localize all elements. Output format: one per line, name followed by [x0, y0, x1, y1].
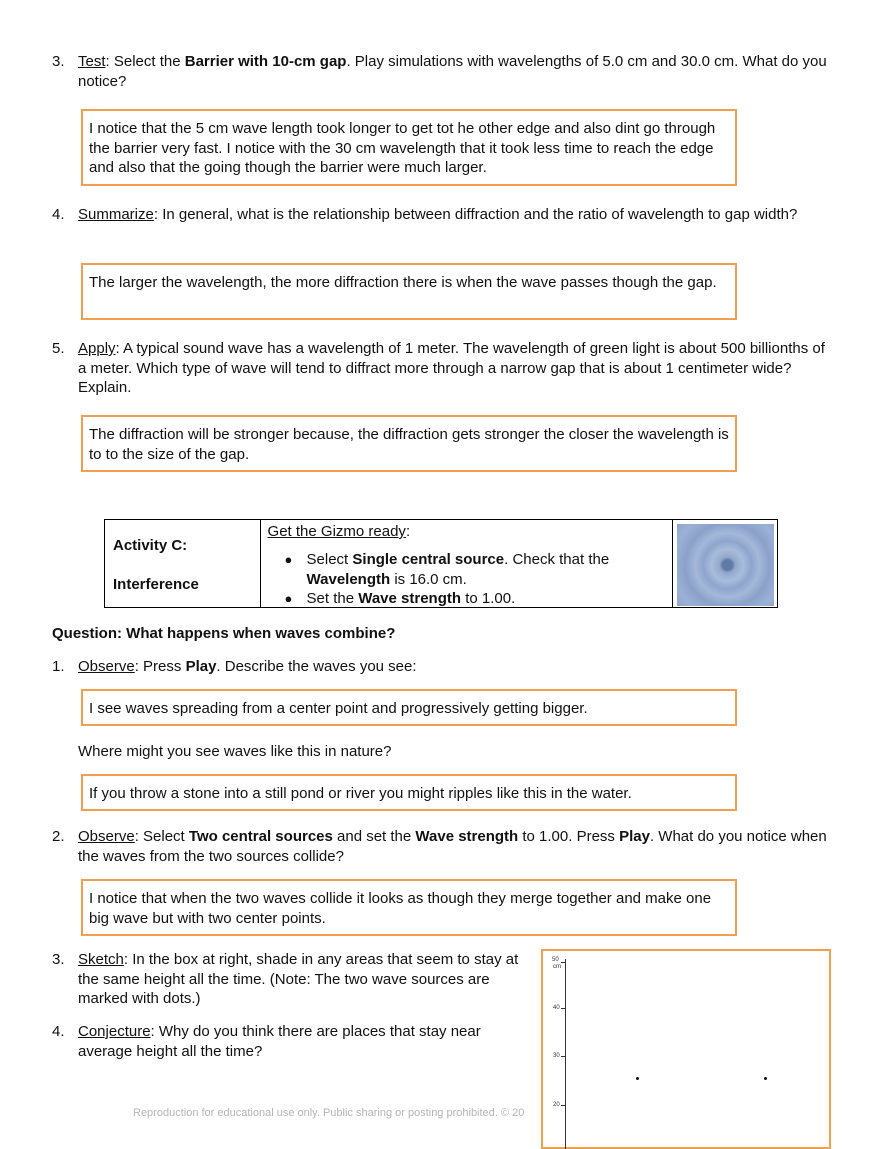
gizmo-ready-label: Get the Gizmo ready [267, 523, 406, 540]
gizmo-step-1 [285, 550, 665, 589]
answer-text: If you throw a stone into a still pond or river you might ripples like this in the water. [89, 785, 632, 802]
question-c4 [52, 1022, 532, 1062]
question-text-part: : Press [134, 658, 186, 675]
axis-tick-label: 40 [553, 1005, 560, 1011]
wave-source-dot-left [636, 1077, 639, 1080]
question-4 [52, 205, 832, 245]
activity-title: Activity C: [113, 537, 188, 554]
question-text-part: : In general, what is the relationship between diffraction and the ratio of wavelength to gap width? [153, 206, 798, 223]
answer-text: I notice that the 5 cm wave length took longer to get tot he other edge and also dint go through the barrier very fast. I notice with the 30 cm wavelength that it took less time to reach the edge and also that the going though the barrier were much larger. [89, 120, 716, 176]
step-bold-term: Single central source [352, 551, 505, 568]
question-label: Summarize [78, 206, 154, 223]
gizmo-thumbnail-cell [673, 520, 778, 608]
answer-text: I notice that when the two waves collide it looks as though they merge together and make one big wave but with two center points. [89, 890, 712, 927]
gizmo-step-2 [285, 589, 665, 609]
axis-tick-label: 20 [553, 1102, 560, 1108]
axis-tick [561, 1056, 566, 1057]
step-text-part: Set the [306, 590, 359, 607]
question-number: 2. [52, 828, 65, 845]
gizmo-ready-cell [260, 520, 673, 608]
activity-title-cell [105, 520, 261, 608]
question-number: 3. [52, 53, 65, 70]
step-text-part: to 1.00. [461, 590, 516, 607]
answer-box-q3[interactable] [81, 109, 737, 186]
answer-text: The diffraction will be stronger because, the diffraction gets stronger the closer the wavelength is to to the size of the gap. [89, 426, 729, 463]
footer-notice: Reproduction for educational use only. Public sharing or posting prohibited. © 20 [133, 1107, 525, 1119]
axis-tick [561, 1105, 566, 1106]
question-text-part: : Why do you think there are places that stay near average height all the time? [78, 1023, 481, 1060]
axis-tick-label: 30 [553, 1053, 560, 1059]
question-number: 5. [52, 340, 65, 357]
question-text [78, 827, 832, 866]
step-bold-term: Wave strength [358, 590, 462, 607]
axis-unit-label: cm [553, 964, 561, 970]
followup-prompt: Where might you see waves like this in nature? [78, 743, 392, 760]
question-5 [52, 339, 832, 399]
question-heading: Question: What happens when waves combine? [52, 625, 396, 642]
question-text [78, 1022, 532, 1061]
question-label: Apply [78, 340, 116, 357]
step-text-part: Select [306, 551, 353, 568]
question-text-part: . Describe the waves you see: [216, 658, 417, 675]
step-text-part: . Check that the [504, 551, 610, 568]
question-c3 [52, 950, 532, 1010]
activity-c-table [104, 519, 778, 608]
activity-subtitle: Interference [113, 576, 199, 593]
question-3 [52, 52, 832, 92]
sketch-y-axis [565, 959, 566, 1149]
question-number: 4. [52, 1023, 65, 1040]
step-text-part: is 16.0 cm. [390, 570, 467, 588]
question-number: 4. [52, 206, 65, 223]
gizmo-ready-colon: : [405, 523, 411, 540]
axis-tick [561, 1008, 566, 1009]
question-c1 [52, 657, 832, 677]
question-label: Observe [78, 658, 135, 675]
answer-text: I see waves spreading from a center point and progressively getting bigger. [89, 700, 588, 717]
question-text-part: : Select the [105, 53, 185, 70]
answer-box-q5[interactable] [81, 415, 737, 472]
sketch-box[interactable] [541, 949, 831, 1149]
axis-tick [561, 962, 566, 963]
question-text-part: : Select [134, 828, 189, 845]
question-text-part: : In the box at right, shade in any areas that seem to stay at the same height all the time. (Note: The two wave sources are marked with dots.) [78, 951, 519, 1007]
answer-box-q4[interactable] [81, 263, 737, 320]
wave-ripple-thumbnail [677, 524, 774, 606]
answer-text: The larger the wavelength, the more diffraction there is when the wave passes though the gap. [89, 274, 717, 291]
gizmo-ready-heading [268, 522, 411, 542]
answer-box-c1-nature[interactable] [81, 774, 737, 811]
question-c2 [52, 827, 832, 867]
question-number: 1. [52, 658, 65, 675]
wave-source-dot-right [764, 1077, 767, 1080]
question-text-part: . What do you notice when the waves from the two sources collide? [78, 828, 827, 865]
gizmo-steps [285, 550, 665, 609]
question-label: Test [78, 53, 106, 70]
question-number: 3. [52, 951, 65, 968]
question-bold-term: Play [185, 658, 217, 675]
question-text-part: : A typical sound wave has a wavelength of 1 meter. The wavelength of green light is about 500 billionths of a meter. Which type of wave will tend to diffract more through a narrow gap that is about 1 centimeter wide? Explain. [78, 340, 825, 396]
step-bold-term: Wavelength [306, 570, 391, 588]
answer-box-c2[interactable] [81, 879, 737, 936]
question-text-part: and set the [332, 828, 416, 845]
answer-box-c1[interactable] [81, 689, 737, 726]
question-label: Observe [78, 828, 135, 845]
question-text [78, 657, 832, 677]
question-bold-term: Barrier with 10-cm gap [184, 53, 347, 70]
question-text [78, 950, 532, 1009]
question-text [78, 52, 832, 91]
question-label: Conjecture [78, 1023, 151, 1040]
question-bold-term: Wave strength [415, 828, 519, 845]
question-text [78, 339, 832, 398]
question-text [78, 205, 832, 225]
question-label: Sketch [78, 951, 124, 968]
question-text-part: to 1.00. Press [518, 828, 620, 845]
axis-tick-label: 50 [552, 957, 559, 963]
question-bold-term: Play [619, 828, 650, 845]
question-text-part: . Play simulations with wavelengths of 5.0 cm and 30.0 cm. What do you notice? [78, 53, 827, 90]
question-bold-term: Two central sources [188, 828, 333, 845]
